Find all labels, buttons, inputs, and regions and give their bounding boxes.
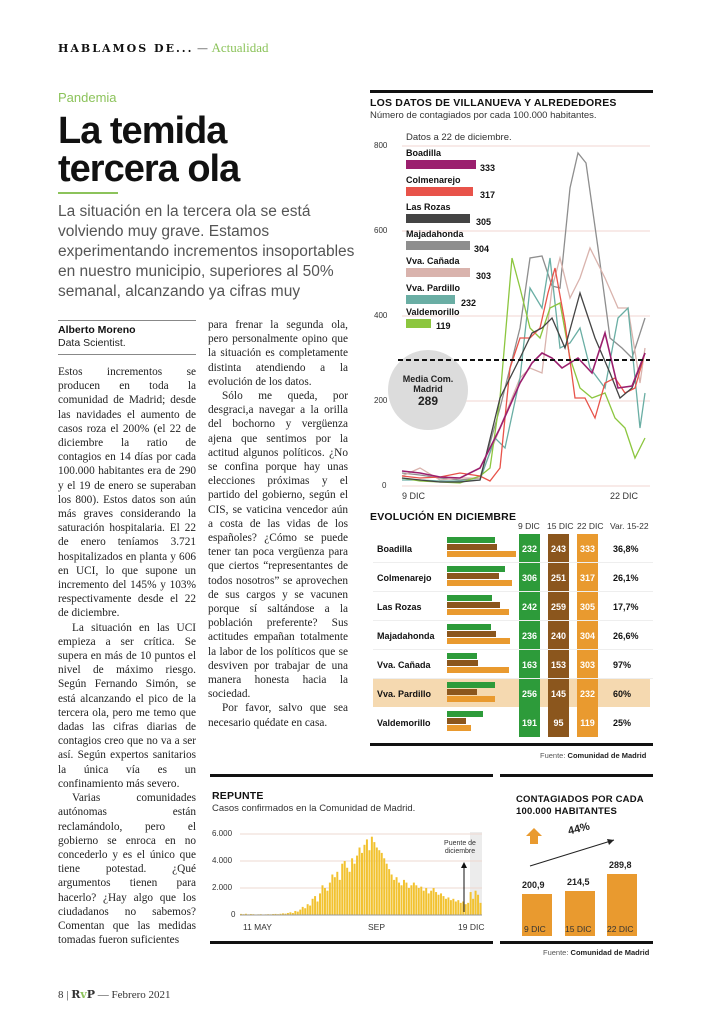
y-tick: 400 xyxy=(374,311,388,320)
legend-swatch xyxy=(406,319,431,328)
body-column-2 xyxy=(208,318,348,730)
y-tick: 0 xyxy=(231,910,236,919)
avg-label-2: Madrid xyxy=(413,384,443,394)
evo-bottom-rule xyxy=(370,743,653,746)
chart1-top-rule xyxy=(370,90,653,93)
page-footer xyxy=(58,988,171,1001)
x-tick: 19 DIC xyxy=(458,922,485,932)
paragraph: La situación en las UCI empieza a ser crítica. Se supera en más de 10 puntos el nivel de máximo riesgo. Según Fernando Simón, se está alcanzando el pico de la tercera ola, pero me temo que dadas las cifras diarias de contagios creo que no va a ser así. Según expertos sanitarios la única vía es un confinamiento más severo. xyxy=(58,621,196,790)
bar-value: 214,5 xyxy=(567,877,590,887)
table-row: Majadahonda 236 240 304 26,6% xyxy=(373,621,653,650)
y-tick: 600 xyxy=(374,226,388,235)
section-category: Actualidad xyxy=(211,40,269,55)
legend-swatch xyxy=(406,268,470,277)
paragraph: Varias comunidades autónomas están reclamándolo, pero el gobierno se enroca en no concederlo y es el único que tiene potestad. ¿Qué argumentos tienen para hacerlo? ¿Hay algo que los ciudadanos no sabemos? Comentan que las medidas tomadas fueron suficientes xyxy=(58,792,196,947)
legend-swatch xyxy=(406,214,470,223)
title-line-1: La temida xyxy=(58,110,227,152)
article-title xyxy=(58,112,358,188)
table-row: Colmenarejo 306 251 317 26,1% xyxy=(373,563,653,592)
legend-item: Colmenarejo 317 xyxy=(406,175,496,200)
contag-source: Fuente: Comunidad de Madrid xyxy=(543,948,650,957)
paragraph: para frenar la segunda ola, pero personalmente opino que la situación es completamente distinta atendiendo a la evolución de los datos. xyxy=(208,319,348,388)
y-tick: 200 xyxy=(374,396,388,405)
x-tick: 22 DIC xyxy=(607,924,634,934)
brand-logo: RvP xyxy=(71,988,96,1001)
evo-col-22dic: 22 DIC xyxy=(577,521,604,531)
article-topic: Pandemia xyxy=(58,90,117,105)
x-tick-end: 22 DIC xyxy=(610,491,639,501)
legend-item: Vva. Cañada 303 xyxy=(406,256,492,281)
bar-value: 289,8 xyxy=(609,860,632,870)
title-line-2: tercera ola xyxy=(58,148,240,190)
evo-col-15dic: 15 DIC xyxy=(547,521,574,531)
legend-item: Majadahonda 304 xyxy=(406,229,490,254)
line-chart xyxy=(370,128,655,508)
table-row: Valdemorillo 191 95 119 25% xyxy=(373,708,653,737)
table-row: Boadilla 232 243 333 36,8% xyxy=(373,534,653,563)
repunte-subtitle: Casos confirmados en la Comunidad de Madrid. xyxy=(212,803,416,814)
y-tick: 800 xyxy=(374,141,388,150)
contag-title: CONTAGIADOS POR CADA 100.000 HABITANTES xyxy=(516,794,644,817)
y-tick: 2.000 xyxy=(212,883,233,892)
chart1-title: LOS DATOS DE VILLANUEVA Y ALREDEDORES xyxy=(370,97,617,109)
contag-chart xyxy=(500,820,655,940)
evo-col-9dic: 9 DIC xyxy=(518,521,540,531)
legend-item: Vva. Pardillo 232 xyxy=(406,283,477,308)
evo-table xyxy=(373,534,653,737)
y-tick: 0 xyxy=(382,481,387,490)
repunte-title: REPUNTE xyxy=(212,790,264,802)
bar-value: 200,9 xyxy=(522,880,545,890)
body-column-1 xyxy=(58,365,196,947)
avg-label-1: Media Com. xyxy=(402,374,454,384)
evo-source: Fuente: Comunidad de Madrid xyxy=(540,751,647,760)
puente-annotation: Puente de diciembre xyxy=(444,840,476,855)
paragraph: Por favor, salvo que sea necesario quédate en casa. xyxy=(208,702,348,729)
bar-15dic xyxy=(447,544,497,550)
x-tick-start: 9 DIC xyxy=(402,491,426,501)
repunte-top-rule xyxy=(210,774,493,777)
legend-swatch xyxy=(406,295,455,304)
up-arrow-icon xyxy=(526,828,542,844)
table-row: Vva. Cañada 163 153 303 97% xyxy=(373,650,653,679)
paragraph: Estos incrementos se producen en toda la comunidad de Madrid; desde las navidades el aumento de casos roza el 200% (el 22 de diciembre la ratio de contagios en 14 días por cada 100.000 habitantes era de 290 y el 19 de enero se superaban los 800). Estos datos son aún más graves considerando la saturación hospitalaria. El 22 de enero teníamos 3.721 hospitalizados en planta y 606 en UCI, lo que supone un incremento del 145% y 103% respectivamente desde el 22 de diciembre. xyxy=(58,366,196,620)
growth-label: 44% xyxy=(566,820,592,838)
footer-separator: | xyxy=(66,989,69,1001)
x-tick: 9 DIC xyxy=(524,924,546,934)
author-block xyxy=(58,324,136,350)
legend-swatch xyxy=(406,160,476,169)
y-tick: 6.000 xyxy=(212,829,233,838)
author-rule-bottom xyxy=(58,354,196,355)
article-lede: La situación en la tercera ola se está volviendo muy grave. Estamos experimentando incrementos insoportables en nuestro municipio, superiores al 50% semanal, alcanzando ya cifras muy xyxy=(58,203,355,300)
paragraph: Sólo me queda, por desgraci,a navegar a la orilla del bochorno y vergüenza ajena que sentimos por la actitud algunos políticos. ¿No se confina porque hay unas elecciones próximas y el partido del gobierno, según el CIS, se vaticina vencedor aún a costa de las vidas de los españoles? ¿Cómo se puede tener tan poca vergüenza para que ciertos “representantes de todos nosotros” se aprovechen de sus cargos y se vacunen porque sí saltándose a la población preferente? Sus actitudes empañan totalmente la labor de los políticos que se desviven por trabajar de una manera honesta hacia la sociedad. xyxy=(208,390,348,701)
bar-9dic xyxy=(447,537,495,543)
chart1-annotation: Datos a 22 de diciembre. xyxy=(406,132,512,143)
title-divider xyxy=(58,192,118,194)
kicker-dash: — xyxy=(196,42,208,55)
x-tick: 11 MAY xyxy=(243,922,272,932)
author-name: Alberto Moreno xyxy=(58,324,136,336)
legend-swatch xyxy=(406,241,470,250)
issue-date: — Febrero 2021 xyxy=(97,989,171,1001)
y-tick: 4.000 xyxy=(212,856,233,865)
contag-bottom-rule xyxy=(500,941,653,944)
legend-swatch xyxy=(406,187,473,196)
legend-item: Las Rozas 305 xyxy=(406,202,492,227)
author-role: Data Scientist. xyxy=(58,337,126,349)
repunte-bottom-rule xyxy=(210,941,493,944)
x-tick: 15 DIC xyxy=(565,924,592,934)
legend-item: Boadilla 333 xyxy=(406,148,496,173)
page-number: 8 xyxy=(58,989,64,1001)
madrid-average-label xyxy=(388,374,468,409)
section-name: HABLAMOS DE... xyxy=(58,42,194,55)
line-chart-legend xyxy=(406,148,496,334)
bar-22dic xyxy=(447,551,516,557)
section-kicker xyxy=(58,40,269,56)
contag-top-rule xyxy=(500,774,653,777)
repunte-chart xyxy=(212,826,487,936)
table-row: Las Rozas 242 259 305 17,7% xyxy=(373,592,653,621)
avg-value: 289 xyxy=(417,394,439,408)
legend-item: Valdemorillo 119 xyxy=(406,307,460,331)
evo-col-var: Var. 15-22 xyxy=(610,521,649,531)
evo-title: EVOLUCIÓN EN DICIEMBRE xyxy=(370,511,517,523)
table-row-highlighted: Vva. Pardillo 256 145 232 60% xyxy=(373,679,653,708)
author-rule-top xyxy=(58,320,196,321)
x-tick: SEP xyxy=(368,922,386,932)
chart1-subtitle: Número de contagiados por cada 100.000 habitantes. xyxy=(370,110,597,121)
